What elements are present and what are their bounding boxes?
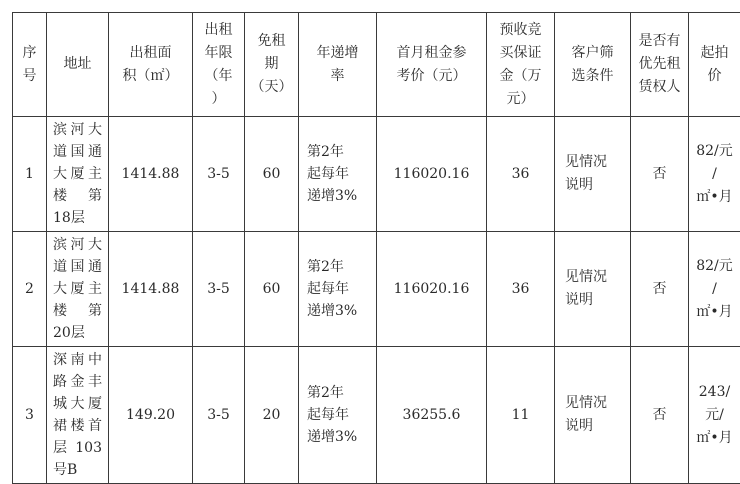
cell-area: 1414.88 [109, 232, 193, 347]
cell-rent-free: 20 [245, 347, 299, 484]
cell-increase: 第2年 起每年 递增3% [299, 117, 377, 232]
cell-term: 3-5 [193, 347, 245, 484]
cell-starting-price: 82/元 / ㎡•月 [689, 117, 740, 232]
header-first-month-rent: 首月租金参 考价（元） [377, 13, 487, 117]
header-priority-lessee: 是否有 优先租 赁权人 [631, 13, 689, 117]
cell-area: 149.20 [109, 347, 193, 484]
cell-customer-condition: 见情况 说明 [555, 232, 631, 347]
cell-area: 1414.88 [109, 117, 193, 232]
cell-priority-lessee: 否 [631, 347, 689, 484]
cell-first-month-rent: 116020.16 [377, 117, 487, 232]
cell-first-month-rent: 116020.16 [377, 232, 487, 347]
header-area: 出租面 积（㎡） [109, 13, 193, 117]
cell-deposit: 11 [487, 347, 555, 484]
rental-listing-table [12, 12, 740, 484]
header-no: 序 号 [13, 13, 47, 117]
cell-first-month-rent: 36255.6 [377, 347, 487, 484]
cell-starting-price: 243/ 元/ ㎡•月 [689, 347, 740, 484]
cell-customer-condition: 见情况 说明 [555, 117, 631, 232]
cell-address: 滨河大道国通大厦主楼 第18层 [47, 117, 109, 232]
cell-customer-condition: 见情况 说明 [555, 347, 631, 484]
table-row [13, 347, 740, 484]
header-rent-free: 免租 期 （天） [245, 13, 299, 117]
header-starting-price: 起拍 价 [689, 13, 740, 117]
cell-deposit: 36 [487, 117, 555, 232]
cell-priority-lessee: 否 [631, 117, 689, 232]
header-deposit: 预收竞 买保证 金（万 元） [487, 13, 555, 117]
cell-deposit: 36 [487, 232, 555, 347]
header-increase: 年递增 率 [299, 13, 377, 117]
cell-priority-lessee: 否 [631, 232, 689, 347]
cell-increase: 第2年 起每年 递增3% [299, 232, 377, 347]
cell-rent-free: 60 [245, 232, 299, 347]
cell-address: 滨河大道国通大厦主楼 第20层 [47, 232, 109, 347]
cell-rent-free: 60 [245, 117, 299, 232]
cell-term: 3-5 [193, 232, 245, 347]
cell-starting-price: 82/元 / ㎡•月 [689, 232, 740, 347]
table-row [13, 232, 740, 347]
header-customer-condition: 客户筛 选条件 [555, 13, 631, 117]
cell-increase: 第2年 起每年 递增3% [299, 347, 377, 484]
cell-address: 深南中路金丰城大厦裙楼首层 103号B [47, 347, 109, 484]
cell-no: 2 [13, 232, 47, 347]
header-address: 地址 [47, 13, 109, 117]
table-row [13, 117, 740, 232]
cell-term: 3-5 [193, 117, 245, 232]
header-term: 出租 年限 （年 ） [193, 13, 245, 117]
cell-no: 1 [13, 117, 47, 232]
cell-no: 3 [13, 347, 47, 484]
header-row [13, 13, 740, 117]
